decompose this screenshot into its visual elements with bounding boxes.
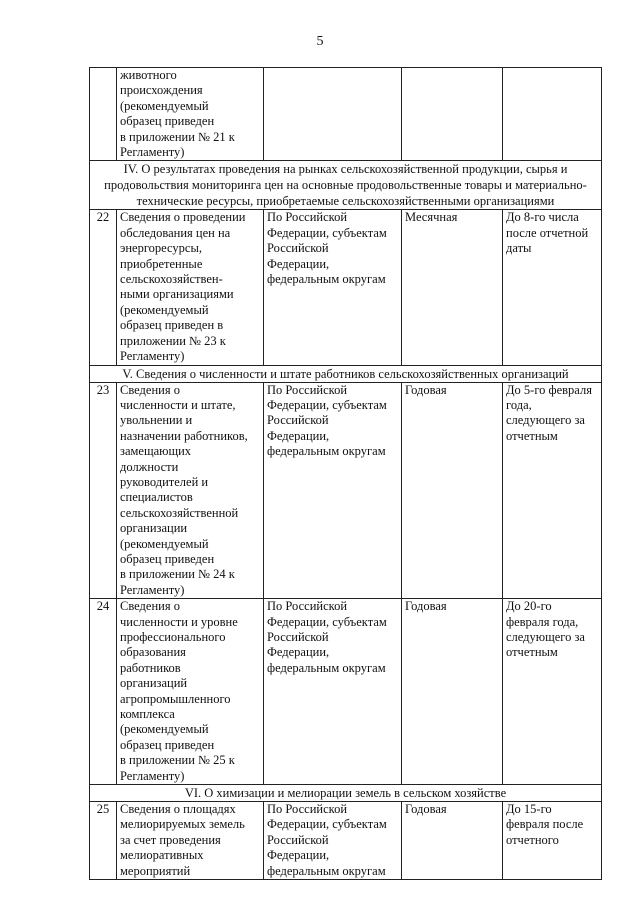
table-row (90, 599, 602, 785)
section-header-row (90, 365, 602, 382)
report-term: До 5-го февраля года, следующего за отчетным (503, 382, 602, 599)
section-title: IV. О результатах проведения на рынках сельскохозяйственной продукции, сырья и продовольствия мониторинга цен на основные продовольственные товары и материально-технические ресурсы, приобретаемые сельскохозяйственными организациями (90, 161, 602, 210)
report-name: Сведения о площадях мелиорируемых земель за счет проведения мелиоративных мероприятий (117, 802, 264, 880)
report-period: Годовая (402, 599, 503, 785)
report-level: По Российской Федерации, субъектам Российской Федерации, федеральным округам (264, 210, 402, 365)
row-number: 23 (90, 382, 117, 599)
section-header-row (90, 161, 602, 210)
report-term (503, 68, 602, 161)
row-number: 22 (90, 210, 117, 365)
report-period (402, 68, 503, 161)
row-number: 24 (90, 599, 117, 785)
report-period: Годовая (402, 802, 503, 880)
report-level: По Российской Федерации, субъектам Российской Федерации, федеральным округам (264, 599, 402, 785)
table-row (90, 802, 602, 880)
section-header-row (90, 785, 602, 802)
report-name: Сведения о проведении обследования цен на энергоресурсы, приобретенные сельскохозяйствен- ными организациями (рекомендуемый образец приведен в приложении № 23 к Регламенту) (117, 210, 264, 365)
section-title: V. Сведения о численности и штате работников сельскохозяйственных организаций (90, 365, 602, 382)
section-title: VI. О химизации и мелиорации земель в сельском хозяйстве (90, 785, 602, 802)
page-number: 5 (316, 34, 324, 49)
report-name: Сведения о численности и штате, увольнении и назначении работников, замещающих должности руководителей и специалистов сельскохозяйственной организации (рекомендуемый образец приведен в приложении № 24 к Регламенту) (117, 382, 264, 599)
report-level: По Российской Федерации, субъектам Российской Федерации, федеральным округам (264, 802, 402, 880)
report-level (264, 68, 402, 161)
report-period: Годовая (402, 382, 503, 599)
table-row (90, 68, 602, 161)
row-number (90, 68, 117, 161)
report-term: До 15-го февраля после отчетного (503, 802, 602, 880)
reports-table (89, 67, 602, 880)
report-name: Сведения о численности и уровне профессионального образования работников организаций агропромышленного комплекса (рекомендуемый образец приведен в приложении № 25 к Регламенту) (117, 599, 264, 785)
row-number: 25 (90, 802, 117, 880)
report-term: До 8-го числа после отчетной даты (503, 210, 602, 365)
table-row (90, 382, 602, 599)
report-period: Месячная (402, 210, 503, 365)
report-name: животного происхождения (рекомендуемый образец приведен в приложении № 21 к Регламенту) (117, 68, 264, 161)
report-level: По Российской Федерации, субъектам Российской Федерации, федеральным округам (264, 382, 402, 599)
table-row (90, 210, 602, 365)
report-term: До 20-го февраля года, следующего за отчетным (503, 599, 602, 785)
